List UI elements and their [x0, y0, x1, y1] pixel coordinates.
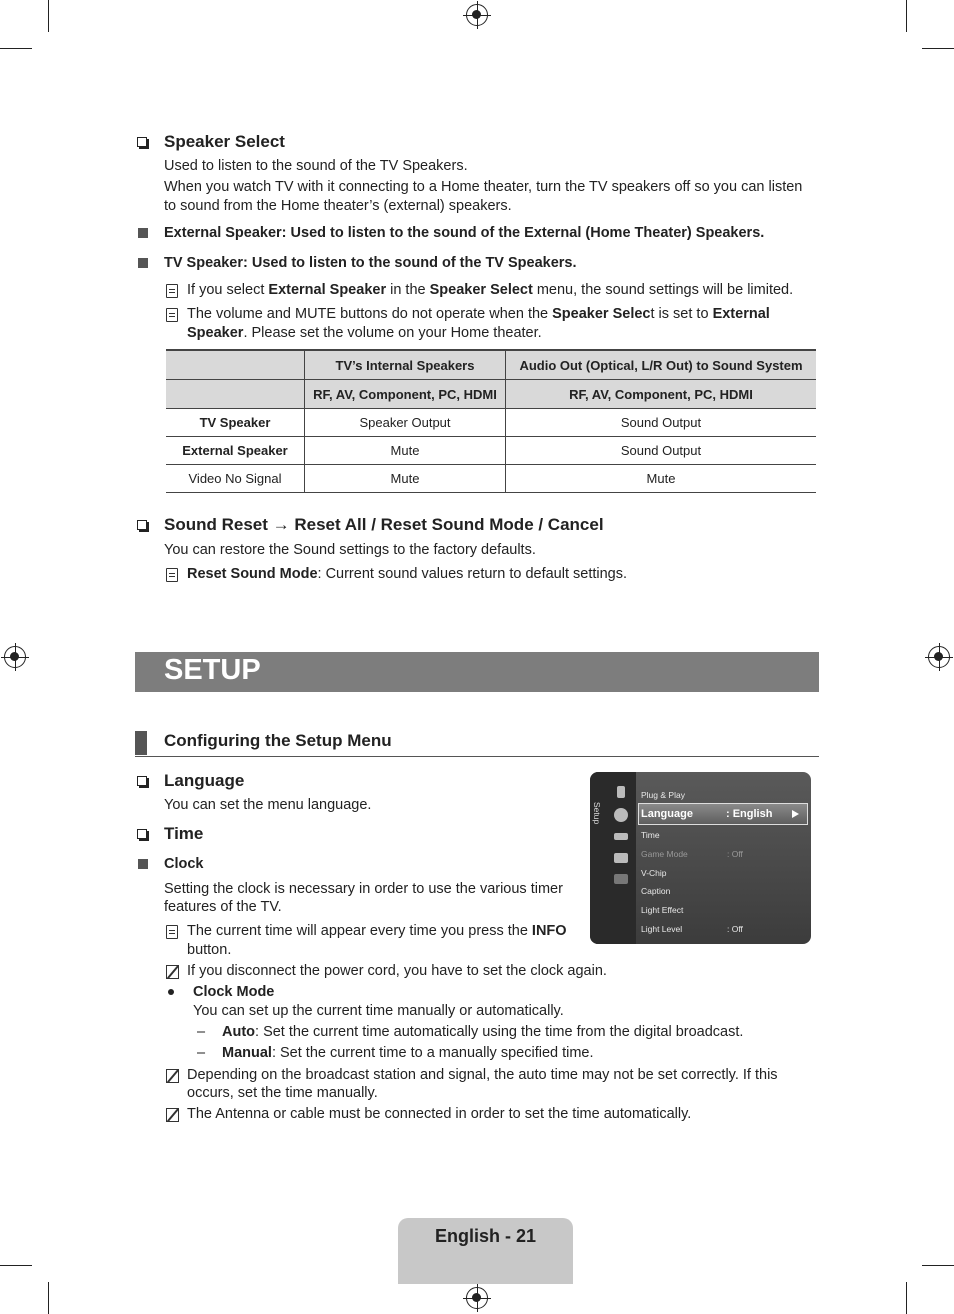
table-cell: Mute [305, 437, 506, 465]
menu-item-label: Language [641, 808, 693, 820]
speaker-table [166, 349, 816, 493]
table-cell: TV Speaker [166, 409, 305, 437]
crop-mark [0, 1265, 32, 1266]
body-text: Setting the clock is necessary in order to use the various timer [164, 881, 563, 897]
table-cell: Sound Output [506, 409, 817, 437]
body-text: You can set up the current time manually or automatically. [193, 1003, 564, 1019]
crop-mark [922, 1265, 954, 1266]
crop-mark [922, 48, 954, 49]
note-text: button. [187, 942, 232, 958]
square-bullet-icon [138, 859, 148, 869]
subsection-header [135, 730, 819, 757]
menu-item-plug-and-play: Plug & Play [641, 790, 685, 800]
caution-note-icon [166, 1108, 179, 1122]
setup-menu-screenshot [590, 772, 811, 944]
section-title: Language [164, 771, 245, 790]
body-text: You can set the menu language. [164, 797, 372, 813]
table-cell: Video No Signal [166, 465, 305, 493]
section-title: Speaker Select [164, 132, 285, 151]
menu-item-value: : Off [727, 924, 743, 934]
crop-mark [48, 1282, 49, 1314]
table-cell: External Speaker [166, 437, 305, 465]
arrow-right-icon [792, 810, 799, 818]
table-cell: Sound Output [506, 437, 817, 465]
dash-bullet: – [197, 1045, 206, 1061]
table-header-cell [166, 350, 305, 380]
external-speaker-option: External Speaker: Used to listen to the sound of the External (Home Theater) Speakers. [164, 225, 765, 241]
picture-menu-icon [617, 786, 625, 798]
registration-mark-icon [466, 4, 488, 26]
registration-mark-icon [928, 646, 950, 668]
caution-note-icon [166, 1069, 179, 1083]
dash-bullet: – [197, 1024, 206, 1040]
menu-item-light-effect: Light Effect [641, 905, 684, 915]
subsection-label: Clock [164, 856, 204, 872]
table-cell: Mute [506, 465, 817, 493]
subsection-title: Configuring the Setup Menu [164, 731, 392, 750]
square-bullet-icon [138, 258, 148, 268]
note-text: Reset Sound Mode: Current sound values return to default settings. [187, 566, 628, 582]
crop-mark [906, 0, 907, 32]
option-text: Manual: Set the current time to a manually specified time. [222, 1045, 594, 1061]
menu-item-value: : Off [727, 849, 743, 859]
section-title: Sound Reset → Reset All / Reset Sound Mode / Cancel [164, 515, 604, 534]
chapter-title: SETUP [164, 654, 261, 686]
table-cell: Speaker Output [305, 409, 506, 437]
note-text: The Antenna or cable must be connected in order to set the time automatically. [187, 1106, 692, 1122]
body-text: to sound from the Home theater’s (external) speakers. [164, 198, 512, 214]
table-header-row [166, 380, 816, 409]
table-header-row [166, 350, 816, 380]
table-row [166, 465, 816, 493]
caution-note-icon [166, 965, 179, 979]
table-header-cell: Audio Out (Optical, L/R Out) to Sound System [506, 350, 817, 380]
table-cell: Mute [305, 465, 506, 493]
body-text: Used to listen to the sound of the TV Speakers. [164, 158, 468, 174]
note-text: occurs, set the time manually. [187, 1085, 378, 1101]
checkbox-bullet-icon [137, 776, 147, 786]
registration-mark-icon [466, 1287, 488, 1309]
menu-item-value: : English [726, 808, 773, 820]
support-menu-icon [614, 874, 628, 884]
menu-item-time: Time [641, 830, 660, 840]
table-row [166, 437, 816, 465]
header-marker [135, 731, 147, 755]
note-text: If you select External Speaker in the Speaker Select menu, the sound settings will be limited. [187, 282, 794, 298]
table-row [166, 409, 816, 437]
input-menu-icon [614, 833, 628, 840]
body-text: When you watch TV with it connecting to a Home theater, turn the TV speakers off so you can listen [164, 179, 803, 195]
crop-mark [906, 1282, 907, 1314]
menu-item-game-mode: Game Mode [641, 849, 688, 859]
sidebar-label: Setup [592, 802, 602, 825]
setup-gear-icon [614, 808, 628, 822]
menu-sidebar [590, 772, 636, 944]
option-text: Auto: Set the current time automatically using the time from the digital broadcast. [222, 1024, 744, 1040]
checkbox-bullet-icon [137, 520, 147, 530]
body-text: You can restore the Sound settings to the factory defaults. [164, 542, 536, 558]
round-bullet-icon [168, 989, 174, 995]
menu-item-v-chip: V-Chip [641, 868, 667, 878]
note-text: The volume and MUTE buttons do not operate when the Speaker Select is set to External Speaker. Please set the volume on your Home theater. [187, 306, 770, 341]
section-title: Time [164, 824, 204, 843]
note-text: If you disconnect the power cord, you have to set the clock again. [187, 963, 607, 979]
note-icon [166, 308, 178, 322]
table-header-cell [166, 380, 305, 409]
crop-mark [48, 0, 49, 32]
body-text: features of the TV. [164, 899, 282, 915]
table-header-cell: TV’s Internal Speakers [305, 350, 506, 380]
checkbox-bullet-icon [137, 137, 147, 147]
note-text: The current time will appear every time you press the INFO [187, 923, 567, 939]
tv-speaker-option: TV Speaker: Used to listen to the sound of the TV Speakers. [164, 255, 577, 271]
table-header-cell: RF, AV, Component, PC, HDMI [506, 380, 817, 409]
note-icon [166, 568, 178, 582]
chapter-banner [135, 652, 819, 692]
table-header-cell: RF, AV, Component, PC, HDMI [305, 380, 506, 409]
menu-item-language-selected [638, 803, 808, 825]
menu-item-caption: Caption [641, 886, 671, 896]
note-icon [166, 925, 178, 939]
crop-mark [0, 48, 32, 49]
registration-mark-icon [4, 646, 26, 668]
application-menu-icon [614, 853, 628, 863]
subsection-label: Clock Mode [193, 984, 275, 1000]
page-number: English - 21 [434, 1226, 537, 1246]
checkbox-bullet-icon [137, 829, 147, 839]
square-bullet-icon [138, 228, 148, 238]
note-icon [166, 284, 178, 298]
menu-item-light-level: Light Level [641, 924, 683, 934]
page-number-tab [398, 1218, 573, 1284]
note-text: Depending on the broadcast station and signal, the auto time may not be set correctly. If this [187, 1067, 778, 1083]
